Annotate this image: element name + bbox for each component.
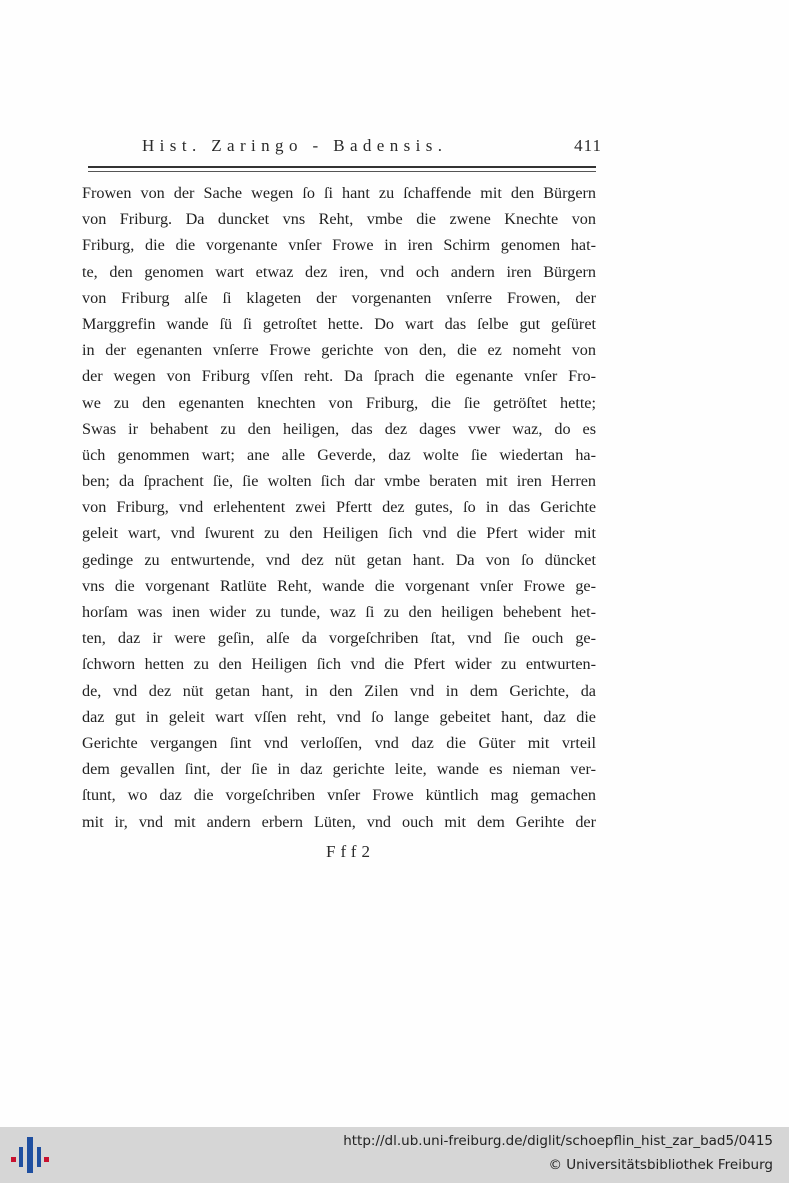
ub-freiburg-logo-icon[interactable] [10, 1135, 50, 1175]
page-number: 411 [574, 136, 602, 155]
text-line: der wegen von Friburg vſſen reht. Da ſprach die egenante vnſer Fro- [82, 367, 596, 386]
text-line: in der egenanten vnſerre Frowe gerichte von den, die ez nomeht von [82, 341, 596, 360]
text-line: geleit wart, vnd ſwurent zu den Heiligen ſich vnd die Pfert wider mit [82, 524, 596, 543]
text-line: ſchworn hetten zu den Heiligen ſich vnd die Pfert wider zu entwurten- [82, 655, 596, 674]
text-line: von Friburg. Da duncket vns Reht, vmbe die zwene Knechte von [82, 210, 596, 229]
text-line: de, vnd dez nüt getan hant, in den Zilen vnd in dem Gerichte, da [82, 681, 596, 700]
text-line: Swas ir behabent zu den heiligen, das dez dages vwer waz, do es [82, 419, 596, 438]
text-line: ſtunt, wo daz die vorgeſchriben vnſer Frowe küntlich mag gemachen [82, 786, 596, 805]
footer-bar [0, 1127, 789, 1183]
text-line: we zu den egenanten knechten von Friburg, die ſie getröſtet hette; [82, 393, 596, 412]
footer-url-link[interactable]: http://dl.ub.uni-freiburg.de/diglit/schoepflin_hist_zar_bad5/0415 [343, 1133, 773, 1149]
text-line: von Friburg, vnd erlehentent zwei Pfertt dez gutes, ſo in das Gerichte [82, 498, 596, 517]
signature-mark: Fff2 [326, 842, 375, 861]
text-line: Marggrefin wande ſü ſi getroſtet hette. Do wart das ſelbe gut geſüret [82, 314, 596, 333]
running-head [142, 136, 602, 158]
header-rule-thick [88, 166, 596, 168]
text-line: horſam was inen wider zu tunde, waz ſi zu den heiligen behebent het- [82, 603, 596, 621]
running-title: Hist. Zaringo - Badensis. [142, 136, 448, 155]
text-line: Frowen von der Sache wegen ſo ſi hant zu ſchaffende mit den Bürgern [82, 184, 596, 202]
text-line: mit ir, vnd mit andern erbern Lüten, vnd ouch mit dem Gerihte der [82, 812, 596, 831]
text-line: von Friburg alſe ſi klageten der vorgenanten vnſerre Frowen, der [82, 288, 596, 307]
text-line: daz gut in geleit wart vſſen reht, vnd ſo lange gebeitet hant, daz die [82, 707, 596, 726]
footer-copyright: © Universitätsbibliothek Freiburg [548, 1157, 773, 1173]
body-text [82, 180, 596, 835]
text-line: ten, daz ir were geſin, alſe da vorgeſchriben ſtat, vnd ſie ouch ge- [82, 629, 596, 648]
text-line: te, den genomen wart etwaz dez iren, vnd och andern iren Bürgern [82, 262, 596, 281]
text-line: üch genommen wart; ane alle Geverde, daz wolte ſie wiedertan ha- [82, 445, 596, 464]
text-line: dem gevallen ſint, der ſie in daz gerichte leite, wande es nieman ver- [82, 760, 596, 779]
header-rule-thin [88, 171, 596, 172]
text-line: gedinge zu entwurtende, vnd dez nüt getan hant. Da von ſo düncket [82, 550, 596, 569]
text-line: Gerichte vergangen ſint vnd verloſſen, vnd daz die Güter mit vrteil [82, 733, 596, 752]
text-line: ben; da ſprachent ſie, ſie wolten ſich dar vmbe beraten mit iren Herren [82, 472, 596, 491]
text-line: Friburg, die die vorgenante vnſer Frowe in iren Schirm genomen hat- [82, 236, 596, 255]
text-line: vns die vorgenant Ratlüte Reht, wande die vorgenant vnſer Frowe ge- [82, 576, 596, 595]
